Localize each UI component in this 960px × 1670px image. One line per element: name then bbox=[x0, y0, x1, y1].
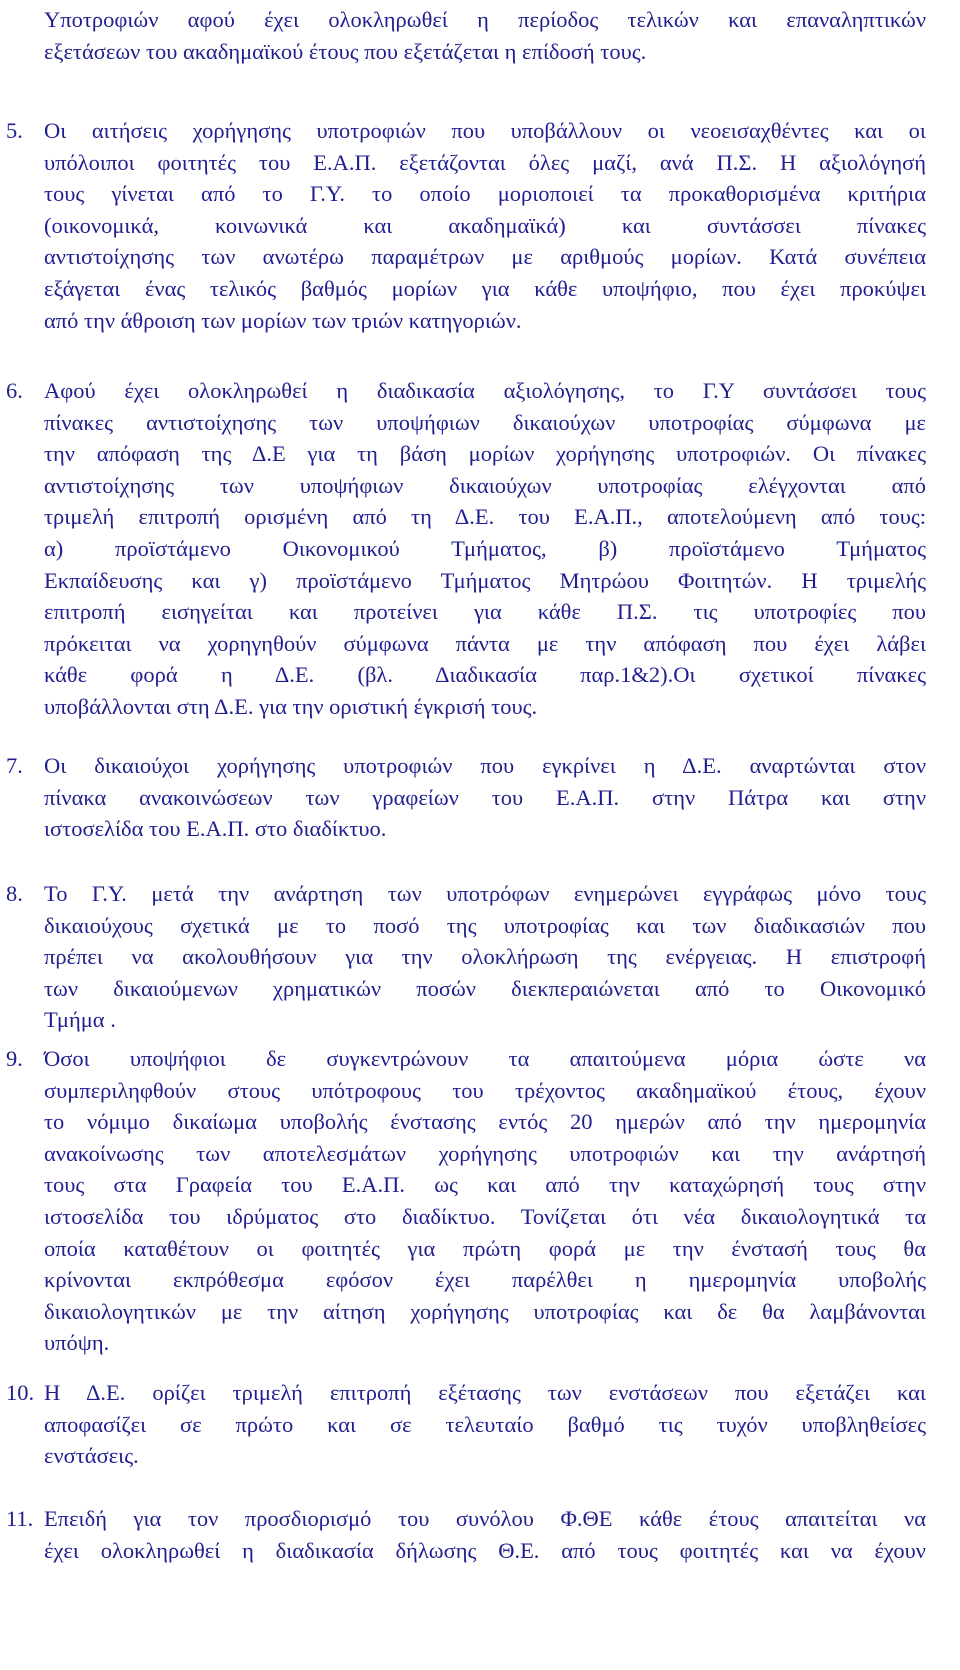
text-line: Η Δ.Ε. ορίζει τριμελή επιτροπή εξέτασης των ενστάσεων που εξετάζει και bbox=[44, 1380, 926, 1405]
text-line: αποφασίζει σε πρώτο και σε τελευταίο βαθμό τις τυχόν υποβληθείσες bbox=[44, 1411, 926, 1437]
text-line: έχει ολοκληρωθεί η διαδικασία δήλωσης Θ.Ε. από τους φοιτητές και να έχουν bbox=[44, 1537, 926, 1563]
item-number: 7. bbox=[6, 753, 23, 778]
text-line: Όσοι υποψήφιοι δε συγκεντρώνουν τα απαιτούμενα μόρια ώστε να bbox=[44, 1046, 926, 1071]
item-text bbox=[44, 115, 926, 336]
item-text bbox=[44, 1377, 926, 1472]
text-line: Επειδή για τον προσδιορισμό του συνόλου Φ.ΘΕ κάθε έτους απαιτείται να bbox=[44, 1506, 926, 1531]
text-line: Οι αιτήσεις χορήγησης υποτροφιών που υποβάλλουν οι νεοεισαχθέντες και οι bbox=[44, 118, 926, 143]
text-line: κάθε φορά η Δ.Ε. (βλ. Διαδικασία παρ.1&2).Οι σχετικοί πίνακες bbox=[44, 662, 926, 688]
text-line: υπόλοιποι φοιτητές του Ε.Α.Π. εξετάζονται όλες μαζί, ανά Π.Σ. Η αξιολόγησή bbox=[44, 149, 926, 175]
text-line: Οι δικαιούχοι χορήγησης υποτροφιών που εγκρίνει η Δ.Ε. αναρτώνται στον bbox=[44, 753, 926, 778]
text-line: ενστάσεις. bbox=[44, 1443, 139, 1469]
item-number: 5. bbox=[6, 118, 23, 143]
text-line: πρόκειται να χορηγηθούν σύμφωνα πάντα με την απόφαση που έχει λάβει bbox=[44, 630, 926, 656]
text-line: εξάγεται ένας τελικός βαθμός μορίων για κάθε υποψήφιο, που έχει προκύψει bbox=[44, 275, 926, 301]
text-line: Τμήμα . bbox=[44, 1007, 116, 1033]
text-line: οποία καταθέτουν οι φοιτητές για πρώτη φορά με την ένστασή τους θα bbox=[44, 1235, 926, 1261]
text-line: Αφού έχει ολοκληρωθεί η διαδικασία αξιολόγησης, το Γ.Υ συντάσσει τους bbox=[44, 378, 926, 403]
text-line: τριμελή επιτροπή ορισμένη από τη Δ.Ε. του Ε.Α.Π., αποτελούμενη από τους: bbox=[44, 504, 926, 530]
text-line: αντιστοίχησης των ανωτέρω παραμέτρων με αριθμούς μορίων. Κατά συνέπεια bbox=[44, 244, 926, 270]
text-line: τους στα Γραφεία του Ε.Α.Π. ως και από την καταχώρησή τους στην bbox=[44, 1172, 926, 1198]
text-line: Το Γ.Υ. μετά την ανάρτηση των υποτρόφων ενημερώνει εγγράφως μόνο τους bbox=[44, 881, 926, 906]
text-line: των δικαιούμενων χρηματικών ποσών διεκπεραιώνεται από το Οικονομικό bbox=[44, 975, 926, 1001]
item-number: 11. bbox=[6, 1506, 34, 1531]
text-line: πίνακες αντιστοίχησης των υποψήφιων δικαιούχων υποτροφίας σύμφωνα με bbox=[44, 409, 926, 435]
item-text bbox=[44, 750, 926, 845]
item-text bbox=[44, 878, 926, 1036]
text-line: πίνακα ανακοινώσεων των γραφείων του Ε.Α.Π. στην Πάτρα και στην bbox=[44, 784, 926, 810]
text-line: δικαιούχους σχετικά με το ποσό της υποτροφίας και των διαδικασιών που bbox=[44, 912, 926, 938]
text-line: το νόμιμο δικαίωμα υποβολής ένστασης εντός 20 ημερών από την ημερομηνία bbox=[44, 1109, 926, 1135]
text-line: συμπεριληφθούν στους υπότροφους του τρέχοντος ακαδημαϊκού έτους, έχουν bbox=[44, 1077, 926, 1103]
text-line: ανακοίνωσης των αποτελεσμάτων χορήγησης υποτροφιών και την ανάρτησή bbox=[44, 1140, 926, 1166]
item-text bbox=[44, 1043, 926, 1359]
intro-paragraph bbox=[44, 4, 926, 67]
text-line: εξετάσεων του ακαδημαϊκού έτους που εξετάζεται η επίδοσή τους. bbox=[44, 38, 647, 64]
text-line: την απόφαση της Δ.Ε για τη βάση μορίων χορήγησης υποτροφιών. Οι πίνακες bbox=[44, 441, 926, 467]
text-line: α) προϊστάμενο Οικονομικού Τμήματος, β) προϊστάμενο Τμήματος bbox=[44, 535, 926, 561]
item-text bbox=[44, 375, 926, 723]
text-line: επιτροπή εισηγείται και προτείνει για κάθε Π.Σ. τις υποτροφίες που bbox=[44, 599, 926, 625]
text-line: κρίνονται εκπρόθεσμα εφόσον έχει παρέλθει η ημερομηνία υποβολής bbox=[44, 1267, 926, 1293]
text-line: τους γίνεται από το Γ.Υ. το οποίο μοριοποιεί τα προκαθορισμένα κριτήρια bbox=[44, 181, 926, 207]
item-text bbox=[44, 1503, 926, 1566]
item-number: 8. bbox=[6, 881, 23, 906]
text-line: ιστοσελίδα του ιδρύματος στο διαδίκτυο. Τονίζεται ότι νέα δικαιολογητικά τα bbox=[44, 1203, 926, 1229]
text-line: Υποτροφιών αφού έχει ολοκληρωθεί η περίοδος τελικών και επαναληπτικών bbox=[44, 7, 926, 32]
text-line: υποβάλλονται στη Δ.Ε. για την οριστική έγκρισή τους. bbox=[44, 693, 538, 719]
item-number: 6. bbox=[6, 378, 23, 403]
text-line: ιστοσελίδα του Ε.Α.Π. στο διαδίκτυο. bbox=[44, 816, 387, 842]
text-line: από την άθροιση των μορίων των τριών κατηγοριών. bbox=[44, 307, 522, 333]
text-line: αντιστοίχησης των υποψήφιων δικαιούχων υποτροφίας ελέγχονται από bbox=[44, 472, 926, 498]
text-line: Εκπαίδευσης και γ) προϊστάμενο Τμήματος Μητρώου Φοιτητών. Η τριμελής bbox=[44, 567, 926, 593]
text-line: δικαιολογητικών με την αίτηση χορήγησης υποτροφίας και δε θα λαμβάνονται bbox=[44, 1298, 926, 1324]
text-line: υπόψη. bbox=[44, 1330, 110, 1356]
text-line: (οικονομικά, κοινωνικά και ακαδημαϊκά) και συντάσσει πίνακες bbox=[44, 212, 926, 238]
text-line: πρέπει να ακολουθήσουν για την ολοκλήρωση της ενέργειας. Η επιστροφή bbox=[44, 944, 926, 970]
item-number: 10. bbox=[6, 1380, 35, 1405]
item-number: 9. bbox=[6, 1046, 23, 1071]
